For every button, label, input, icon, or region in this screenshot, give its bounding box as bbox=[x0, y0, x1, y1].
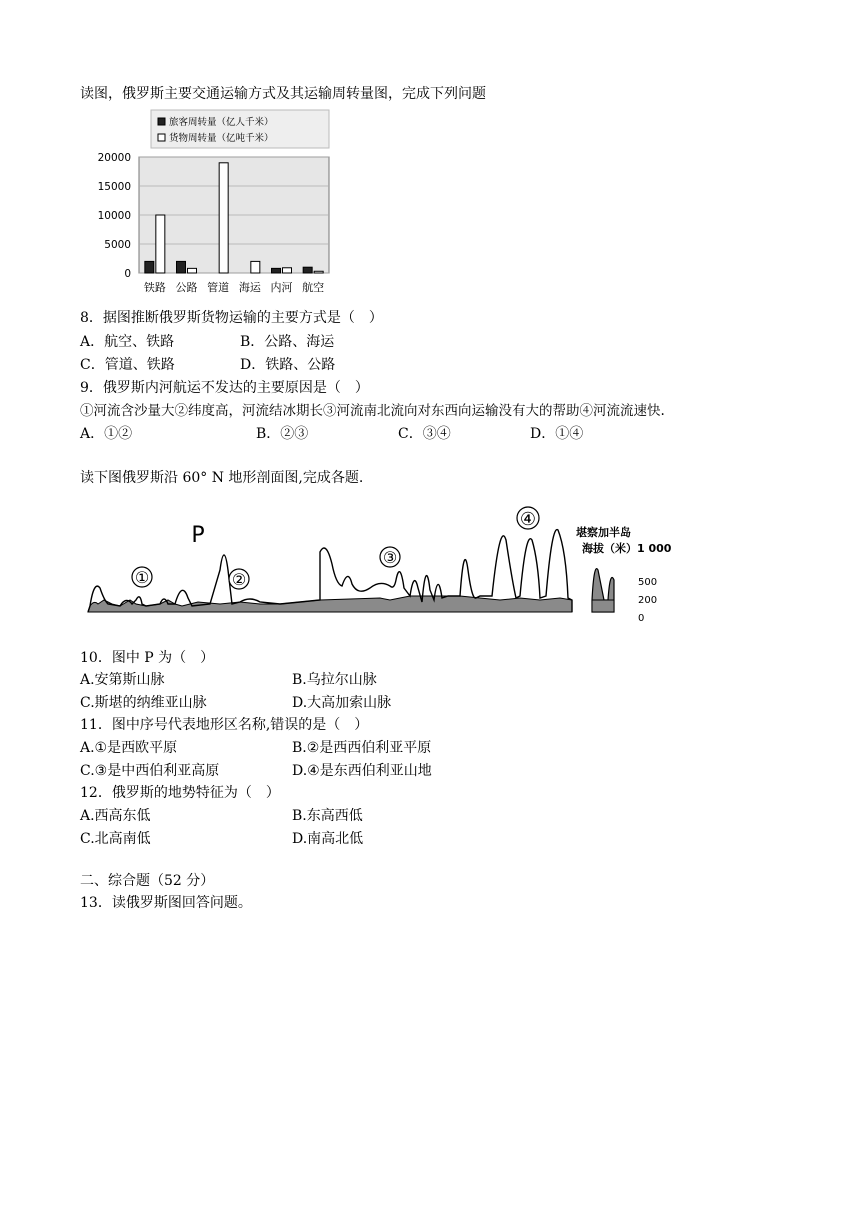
q10-option-c: C.斯堪的纳维亚山脉 bbox=[80, 695, 207, 711]
terrain-profile-60n bbox=[80, 500, 680, 630]
q10-stem: 10．图中 P 为（ ） bbox=[80, 650, 215, 666]
q11-option-a: A.①是西欧平原 bbox=[80, 740, 178, 756]
q8-stem: 8．据图推断俄罗斯货物运输的主要方式是（ ） bbox=[80, 310, 383, 326]
q8-option-a: A．航空、铁路 bbox=[80, 334, 175, 350]
marker-p: P bbox=[191, 523, 205, 548]
q9-option-d: D．①④ bbox=[530, 426, 584, 442]
x-tick-label-1: 公路 bbox=[175, 281, 198, 294]
y-tick-label-1: 15000 bbox=[97, 181, 131, 193]
q9-option-b: B．②③ bbox=[256, 426, 309, 442]
q9-stem: 9．俄罗斯内河航运不发达的主要原因是（ ） bbox=[80, 380, 369, 396]
q11-option-d: D.④是东西伯利亚山地 bbox=[292, 763, 432, 779]
q10-option-d: D.大高加索山脉 bbox=[292, 695, 392, 711]
q12-stem: 12．俄罗斯的地势特征为（ ） bbox=[80, 785, 280, 801]
bar-1-2 bbox=[219, 163, 228, 273]
tick-200: 200 bbox=[638, 595, 658, 606]
bar-0-1 bbox=[177, 261, 186, 273]
bar-1-3 bbox=[251, 261, 260, 273]
legend-label-0: 旅客周转量（亿人千米） bbox=[169, 117, 274, 128]
legend-label-1: 货物周转量（亿吨千米） bbox=[169, 133, 274, 144]
q8-option-c: C．管道、铁路 bbox=[80, 357, 175, 373]
q12-option-d: D.南高北低 bbox=[292, 831, 364, 847]
q9-reasons: ①河流含沙量大②纬度高，河流结冰期长③河流南北流向对东西向运输没有大的帮助④河流流速快. bbox=[80, 403, 665, 419]
bar-0-5 bbox=[303, 267, 312, 273]
x-tick-label-4: 内河 bbox=[270, 281, 293, 294]
q9-option-a: A．①② bbox=[80, 426, 133, 442]
y-tick-label-3: 5000 bbox=[104, 239, 131, 251]
x-tick-label-3: 海运 bbox=[238, 281, 261, 294]
legend-swatch-0 bbox=[158, 118, 165, 125]
q8-option-b: B．公路、海运 bbox=[240, 334, 335, 350]
x-tick-label-2: 管道 bbox=[207, 281, 230, 294]
q8-option-d: D．铁路、公路 bbox=[240, 357, 336, 373]
chart-legend bbox=[151, 110, 329, 148]
q12-option-c: C.北高南低 bbox=[80, 831, 151, 847]
q12-option-a: A.西高东低 bbox=[80, 808, 151, 824]
kamchatka-base bbox=[592, 600, 614, 612]
bar-1-4 bbox=[283, 268, 292, 273]
marker-4: ④ bbox=[519, 509, 537, 530]
q10-option-a: A.安第斯山脉 bbox=[80, 672, 165, 688]
bar-1-5 bbox=[314, 271, 323, 273]
marker-1: ① bbox=[134, 568, 150, 587]
legend-swatch-1 bbox=[158, 134, 165, 141]
q11-option-c: C.③是中西伯利亚高原 bbox=[80, 763, 220, 779]
bar-0-0 bbox=[145, 261, 154, 273]
elevation-label: 海拔（米）1 000 bbox=[582, 542, 672, 555]
x-tick-label-0: 铁路 bbox=[143, 281, 166, 294]
y-tick-label-4: 0 bbox=[124, 268, 131, 280]
q12-option-b: B.东高西低 bbox=[292, 808, 363, 824]
intro-text-1: 读图，俄罗斯主要交通运输方式及其运输周转量图，完成下列问题 bbox=[80, 86, 486, 102]
q10-option-b: B.乌拉尔山脉 bbox=[292, 672, 377, 688]
kamchatka-label: 堪察加半岛 bbox=[576, 526, 631, 539]
tick-0: 0 bbox=[638, 613, 645, 624]
bar-1-1 bbox=[188, 268, 197, 273]
transport-bar-chart bbox=[95, 108, 345, 308]
bar-1-0 bbox=[156, 215, 165, 273]
y-tick-label-0: 20000 bbox=[97, 152, 131, 164]
y-tick-label-2: 10000 bbox=[97, 210, 131, 222]
intro-text-2: 读下图俄罗斯沿 60° N 地形剖面图,完成各题. bbox=[80, 470, 364, 486]
bar-0-4 bbox=[272, 268, 281, 273]
q11-option-b: B.②是西西伯利亚平原 bbox=[292, 740, 432, 756]
chart-plot-area bbox=[98, 152, 329, 294]
section-2-heading: 二、综合题（52 分） bbox=[80, 873, 215, 889]
marker-3: ③ bbox=[382, 548, 398, 567]
x-tick-label-5: 航空 bbox=[302, 281, 325, 294]
q11-stem: 11．图中序号代表地形区名称,错误的是（ ） bbox=[80, 717, 369, 733]
q13-stem: 13．读俄罗斯图回答问题。 bbox=[80, 895, 252, 911]
marker-2: ② bbox=[231, 570, 247, 589]
tick-500: 500 bbox=[638, 577, 658, 588]
q9-option-c: C．③④ bbox=[398, 426, 451, 442]
